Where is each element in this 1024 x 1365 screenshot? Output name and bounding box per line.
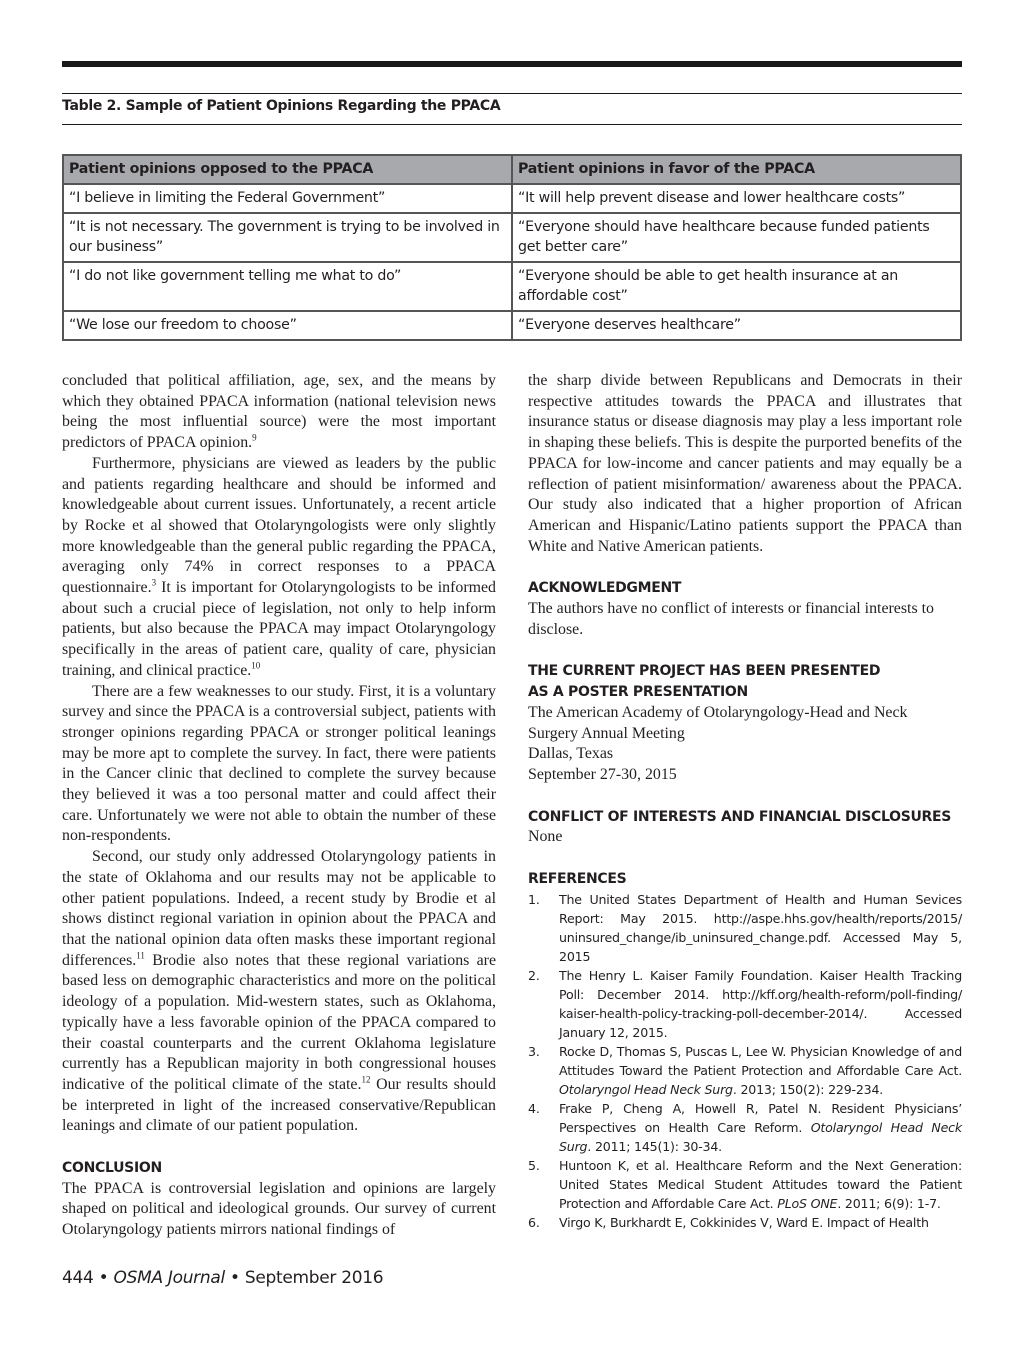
caption-rule-bottom — [62, 124, 962, 125]
reference-list — [528, 890, 962, 1232]
reference-item: 1. The United States Department of Health and Human Sevices Report: May 2015. http://aspe.hhs.gov/health/reports/2015/ uninsured_change/ib_uninsured_change.pdf. Accessed May 5, 2015 — [528, 891, 962, 964]
table-row — [63, 213, 961, 262]
table-row — [63, 262, 961, 311]
acknowledgment-text: The authors have no conflict of interests or financial interests to disclose. — [528, 600, 934, 638]
citation-ref[interactable]: 9 — [252, 432, 257, 443]
body-paragraph: Furthermore, physicians are viewed as leaders by the public and patients regarding healthcare and should be informed and knowledgeable about current issues. Unfortunately, a recent article by Rocke et al showed that Otolaryngologists were only slightly more knowledgeable than the general public regarding the PPACA, averaging only 74% in correct responses to a PPACA questionnaire.$^3$ It is important for Otolaryngologists to be informed about such a crucial piece of legislation, not only to help inform patients, but also because the PPACA may impact Otolaryngology specifically in the areas of patient care, quality of care, physician training, and clinical practice.$^{10}$ — [62, 454, 496, 679]
header-in-favor: Patient opinions in favor of the PPACA — [512, 155, 961, 184]
reference-item: 5. Huntoon K, et al. Healthcare Reform and the Next Generation: United States Medical Student Attitudes toward the Patient Protection and Affordable Care Act. PLoS ONE. 2011; 6(9): 1-7. — [528, 1157, 962, 1211]
page-number: 444 — [62, 1268, 94, 1288]
body-paragraph: the sharp divide between Republicans and Democrats in their respective attitudes towards the PPACA and illustrates that insurance status or disease diagnosis may play a less important role in shaping these beliefs. This is despite the purported benefits of the PPACA for low-income and cancer patients and may equally be a reflection of patient misinformation/ awareness about the PPACA. Our study also indicated that a higher proportion of African American and Hispanic/Latino patients support the PPACA than White and Native American patients. — [528, 372, 962, 555]
citation-ref[interactable]: 12 — [361, 1074, 371, 1085]
opposed-opinion: “It is not necessary. The government is trying to be involved in our business” — [63, 213, 512, 262]
issue-date: September 2016 — [244, 1268, 384, 1288]
poster-heading: THE CURRENT PROJECT HAS BEEN PRESENTED AS A POSTER PRESENTATION — [528, 663, 881, 701]
conflict-heading: CONFLICT OF INTERESTS AND FINANCIAL DISCLOSURES — [528, 808, 952, 825]
table-caption: Table 2. Sample of Patient Opinions Regarding the PPACA — [62, 98, 501, 114]
opinions-table — [62, 154, 962, 341]
reference-item: 3. Rocke D, Thomas S, Puscas L, Lee W. Physician Knowledge of and Attitudes Toward the Patient Protection and Affordable Care Act. Otolaryngol Head Neck Surg. 2013; 150(2): 229-234. — [528, 1043, 962, 1097]
poster-details: The American Academy of Otolaryngology-Head and Neck Surgery Annual Meeting Dallas, Texas September 27-30, 2015 — [528, 703, 908, 783]
conclusion-text: The PPACA is controversial legislation and opinions are largely shaped on political and ideological grounds. Our survey of current Otolaryngology patients mirrors national findings of — [62, 1179, 496, 1239]
reference-item: 4. Frake P, Cheng A, Howell R, Patel N. Resident Physicians’ Perspectives on Health Care Reform. Otolaryngol Head Neck Surg. 2011; 145(1): 30-34. — [528, 1100, 962, 1154]
references-heading: REFERENCES — [528, 871, 627, 888]
conflict-text: None — [528, 828, 563, 846]
header-opposed: Patient opinions opposed to the PPACA — [63, 155, 512, 184]
top-rule — [62, 61, 962, 67]
opposed-opinion: “We lose our freedom to choose” — [63, 311, 512, 340]
table-row — [63, 184, 961, 213]
right-column — [528, 371, 962, 1232]
in-favor-opinion: “Everyone should be able to get health insurance at an affordable cost” — [512, 262, 961, 311]
conclusion-heading: CONCLUSION — [62, 1160, 162, 1177]
body-paragraph: Second, our study only addressed Otolaryngology patients in the state of Oklahoma and our results may not be applicable to other patient populations. Indeed, a recent study by Brodie et al shows distinct regional variation in opinion about the PPACA and that the national opinion data often masks these important regional differences.$^{11}$ Brodie also notes that these regional variations are based less on demographic characteristics and more on the political ideology of a population. Mid-western states, such as Oklahoma, typically have a less favorable opinion of the PPACA compared to their coastal counterparts and the current Oklahoma legislature currently has a Republican majority in both congressional houses indicative of the political climate of the state.$^{12}$ Our results should be interpreted in light of the increased conservative/Republican leanings and climate of our patient population. — [62, 848, 496, 1135]
left-column — [62, 371, 496, 1241]
table-header-row — [63, 155, 961, 184]
citation-ref[interactable]: 11 — [136, 950, 145, 961]
caption-rule-top — [62, 93, 962, 94]
in-favor-opinion: “Everyone should have healthcare because funded patients get better care” — [512, 213, 961, 262]
citation-ref[interactable]: 3 — [151, 577, 157, 588]
table-row — [63, 311, 961, 340]
acknowledgment-heading: ACKNOWLEDGMENT — [528, 580, 682, 597]
in-favor-opinion: “Everyone deserves healthcare” — [512, 311, 961, 340]
opposed-opinion: “I do not like government telling me what to do” — [63, 262, 512, 311]
citation-ref[interactable]: 10 — [251, 660, 261, 671]
reference-item: 2. The Henry L. Kaiser Family Foundation. Kaiser Health Tracking Poll: December 2014. http://kff.org/health-reform/poll-finding/ kaiser-health-policy-tracking-poll-december-2014/. Accessed January 12, 2015. — [528, 967, 962, 1040]
reference-item: 6. Virgo K, Burkhardt E, Cokkinides V, Ward E. Impact of Health — [528, 1214, 929, 1230]
page-footer: 444 • OSMA Journal • September 2016 — [62, 1268, 384, 1288]
journal-name: OSMA Journal — [113, 1268, 225, 1288]
in-favor-opinion: “It will help prevent disease and lower healthcare costs” — [512, 184, 961, 213]
body-paragraph: concluded that political affiliation, age, sex, and the means by which they obtained PPACA information (national television news being the most influential source) were the most important predictors of PPACA opinion.$^9$ — [62, 372, 496, 452]
opposed-opinion: “I believe in limiting the Federal Government” — [63, 184, 512, 213]
body-paragraph: There are a few weaknesses to our study. First, it is a voluntary survey and since the PPACA is a controversial subject, patients with stronger opinions regarding PPACA or stronger political leanings may be more apt to complete the survey. In fact, there were patients in the Cancer clinic that declined to complete the survey because they believed it was a too personal matter and could affect their care. Unfortunately we were not able to obtain the number of these non-respondents. — [62, 682, 496, 845]
